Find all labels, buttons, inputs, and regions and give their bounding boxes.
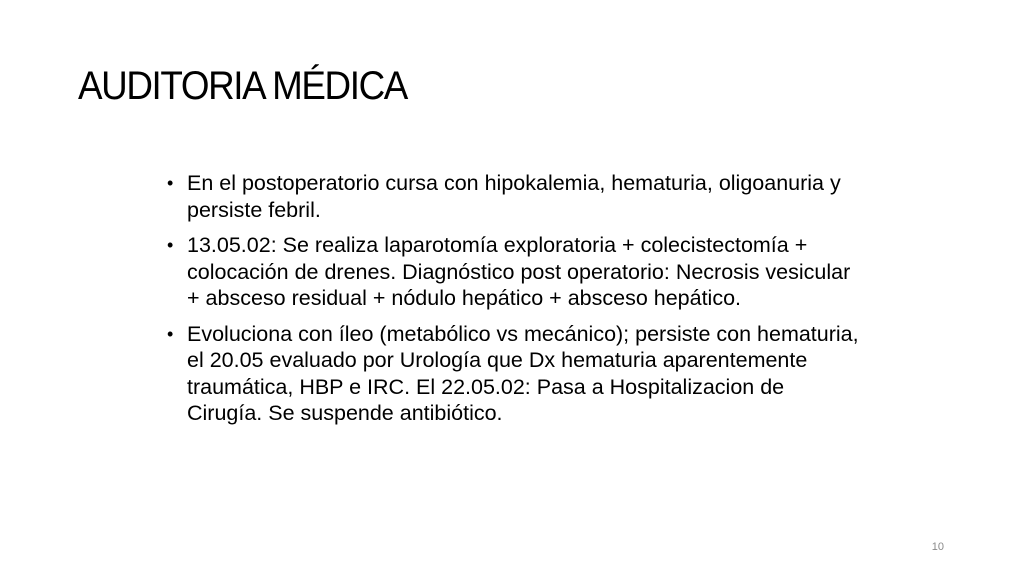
- slide-title: AUDITORIA MÉDICA: [78, 64, 407, 108]
- bullet-icon: •: [167, 173, 174, 193]
- page-number: 10: [931, 541, 944, 553]
- list-item: [163, 170, 863, 223]
- bullet-text: En el postoperatorio cursa con hipokalemia, hematuria, oligoanuria y persiste febril.: [187, 171, 841, 222]
- bullet-icon: •: [167, 235, 174, 255]
- bullet-text: 13.05.02: Se realiza laparotomía exploratoria + colecistectomía + colocación de drenes. Diagnóstico post operatorio: Necrosis vesicular + absceso residual + nódulo hepático + absceso hepático.: [187, 233, 851, 310]
- bullet-icon: •: [167, 323, 174, 344]
- list-item: [163, 321, 863, 427]
- bullet-list: [163, 170, 863, 436]
- bullet-text: Evoluciona con íleo (metabólico vs mecánico); persiste con hematuria, el 20.05 evaluado por Urología que Dx hematuria aparentemente traumática, HBP e IRC. El 22.05.02: Pasa a Hospitalizacion de Cirugía. Se suspende antibiótico.: [187, 321, 859, 425]
- list-item: [163, 232, 863, 312]
